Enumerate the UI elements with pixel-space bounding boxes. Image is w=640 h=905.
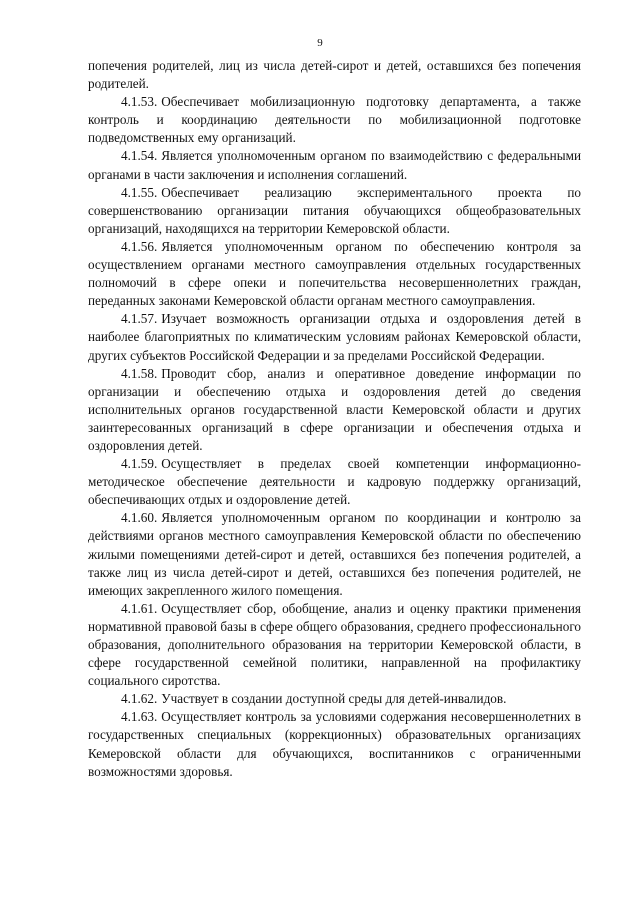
paragraph-number: 4.1.56. [121, 238, 158, 254]
paragraph-number: 4.1.61. [121, 600, 158, 616]
document-body [88, 57, 581, 781]
paragraph-4-1-57 [88, 310, 581, 364]
paragraph-number: 4.1.53. [121, 94, 158, 110]
paragraph-text: Является уполномоченным органом по координации и контролю за действиями органов местного самоуправления Кемеровской области по обеспечению жилыми помещениями детей-сирот и детей, оставшихся без попечения родителей, а также лиц из числа детей-сирот и детей, оставшихся без попечения родителей, не имеющих закрепленного жилого помещения. [88, 510, 581, 598]
paragraph-4-1-62 [88, 690, 581, 708]
paragraph-continuation [88, 57, 581, 93]
paragraph-number: 4.1.59. [121, 456, 158, 472]
paragraph-number: 4.1.58. [121, 365, 158, 381]
paragraph-number: 4.1.57. [121, 311, 158, 327]
paragraph-4-1-53 [88, 93, 581, 147]
paragraph-4-1-60 [88, 509, 581, 599]
paragraph-text: Осуществляет в пределах своей компетенции информационно-методическое обеспечение деятельности и кадровую поддержку организаций, обеспечивающих отдых и оздоровление детей. [88, 456, 581, 508]
paragraph-number: 4.1.62. [121, 691, 158, 707]
paragraph-4-1-61 [88, 600, 581, 690]
paragraph-4-1-58 [88, 365, 581, 455]
paragraph-number: 4.1.60. [121, 510, 158, 526]
paragraph-number: 4.1.55. [121, 184, 158, 200]
paragraph-number: 4.1.63. [121, 709, 158, 725]
paragraph-text: Осуществляет контроль за условиями содержания несовершеннолетних в государственных специальных (коррекционных) образовательных организациях Кемеровской области для обучающихся, воспитанников с ограниченными возможностями здоровья. [88, 709, 581, 779]
paragraph-text: Обеспечивает мобилизационную подготовку департамента, а также контроль и координацию деятельности по мобилизационной подготовке подведомственных ему организаций. [88, 94, 581, 146]
page-number: 9 [317, 37, 323, 49]
paragraph-text: попечения родителей, лиц из числа детей-сирот и детей, оставшихся без попечения родителей. [88, 58, 581, 92]
paragraph-4-1-63 [88, 708, 581, 780]
paragraph-text: Участвует в создании доступной среды для детей-инвалидов. [161, 691, 507, 707]
paragraph-text: Является уполномоченным органом по взаимодействию с федеральными органами в части заключения и исполнения соглашений. [88, 148, 581, 182]
paragraph-number: 4.1.54. [121, 148, 158, 164]
paragraph-text: Является уполномоченным органом по обеспечению контроля за осуществлением органами местного самоуправления отдельных государственных полномочий в сфере опеки и попечительства несовершеннолетних граждан, переданных законами Кемеровской области органам местного самоуправления. [88, 238, 581, 309]
paragraph-4-1-59 [88, 455, 581, 509]
paragraph-text: Обеспечивает реализацию экспериментального проекта по совершенствованию организации питания обучающихся общеобразовательных организаций, находящихся на территории Кемеровской области. [88, 184, 581, 236]
paragraph-4-1-54 [88, 147, 581, 183]
paragraph-text: Осуществляет сбор, обобщение, анализ и оценку практики применения нормативной правовой базы в сфере общего образования, среднего профессионального образования, дополнительного образования на территории Кемеровской области, в сфере государственной семейной политики, направленной на профилактику социального сиротства. [88, 600, 581, 689]
paragraph-4-1-56 [88, 238, 581, 310]
paragraph-text: Изучает возможность организации отдыха и оздоровления детей в наиболее благоприятных по климатическим условиям районах Кемеровской области, других субъектов Российской Федерации и за пределами Российской Федерации. [88, 311, 581, 363]
paragraph-4-1-55 [88, 184, 581, 238]
paragraph-text: Проводит сбор, анализ и оперативное доведение информации по организации и обеспечению отдыха и оздоровления детей до сведения исполнительных органов государственной власти Кемеровской области и других заинтересованных организаций в сфере организации и обеспечения отдыха и оздоровления детей. [88, 365, 581, 453]
